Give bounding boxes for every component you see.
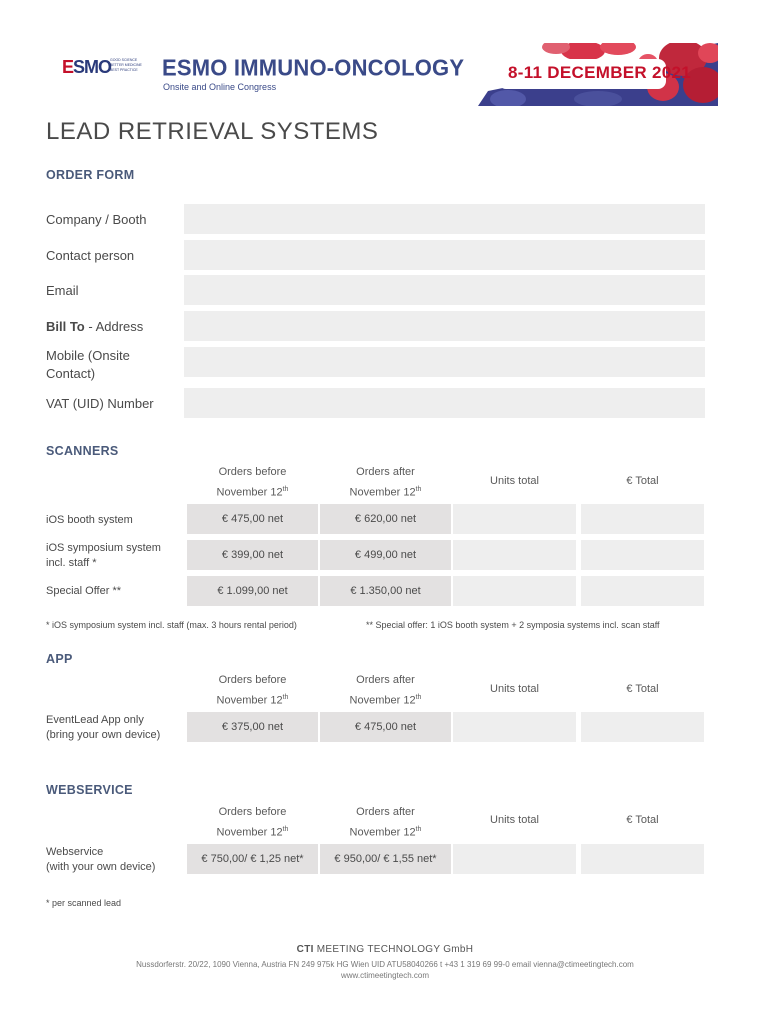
mobile-label-line2: Contact) [46, 366, 96, 381]
special-offer-price-before: € 1.099,00 net [187, 576, 318, 606]
ios-symposium-price-after: € 499,00 net [320, 540, 451, 570]
email-label: Email [46, 283, 79, 298]
contact-person-label: Contact person [46, 248, 135, 263]
special-offer-units-field[interactable] [453, 576, 576, 606]
webservice-label: Webservice (with your own device) [46, 846, 156, 873]
ios-booth-units-field[interactable] [453, 504, 576, 534]
email-field[interactable] [184, 275, 705, 305]
company-booth-label: Company / Booth [46, 212, 147, 227]
scanners-col-units: Units total [490, 475, 539, 487]
bill-to-address-label [46, 318, 143, 336]
webservice-col-units: Units total [490, 814, 539, 826]
special-offer-label: Special Offer ** [46, 585, 122, 597]
mobile-onsite-contact-field[interactable] [184, 347, 705, 377]
bill-to-label-bold: Bill To [46, 319, 85, 334]
webservice-price-before: € 750,00/ € 1,25 net* [187, 844, 318, 874]
vat-number-label: VAT (UID) Number [46, 396, 154, 411]
webservice-heading: WEBSERVICE [46, 783, 133, 797]
app-heading: APP [46, 652, 73, 666]
esmo-logo-tagline: GOOD SCIENCE BETTER MEDICINE BEST PRACTICE [110, 58, 142, 72]
scanners-footnote-1: * iOS symposium system incl. staff (max. 3 hours rental period) [46, 620, 297, 630]
ios-symposium-system-label: iOS symposium system incl. staff * [46, 542, 161, 569]
webservice-col-before: Orders before November 12th [216, 806, 289, 839]
ios-booth-total-field[interactable] [581, 504, 704, 534]
order-form-heading: ORDER FORM [46, 168, 135, 182]
mobile-onsite-contact-label [46, 347, 130, 383]
webservice-col-after: Orders after November 12th [349, 806, 422, 839]
app-col-before: Orders before November 12th [216, 674, 289, 707]
event-date-banner [478, 43, 718, 106]
esmo-logo-mark: ESMO [62, 57, 112, 77]
contact-person-field[interactable] [184, 240, 705, 270]
app-col-total: € Total [626, 683, 659, 695]
mobile-label-line1: Mobile (Onsite [46, 348, 130, 363]
esmo-logo [62, 56, 142, 78]
eventlead-app-label: EventLead App only (bring your own device) [46, 714, 161, 741]
eventlead-app-total-field[interactable] [581, 712, 704, 742]
footer-website: www.ctimeetingtech.com [340, 971, 430, 980]
app-col-after: Orders after November 12th [349, 674, 422, 707]
event-date: 8-11 DECEMBER 2021 [508, 63, 692, 82]
scanners-col-total: € Total [626, 475, 659, 487]
scanners-col-after: Orders after November 12th [349, 466, 422, 499]
company-booth-field[interactable] [184, 204, 705, 234]
event-subtitle: Onsite and Online Congress [163, 82, 277, 92]
app-col-units: Units total [490, 683, 539, 695]
event-title: ESMO IMMUNO-ONCOLOGY [162, 54, 465, 81]
eventlead-app-units-field[interactable] [453, 712, 576, 742]
ios-booth-price-before: € 475,00 net [187, 504, 318, 534]
eventlead-app-price-before: € 375,00 net [187, 712, 318, 742]
vat-number-field[interactable] [184, 388, 705, 418]
ios-symposium-total-field[interactable] [581, 540, 704, 570]
ios-symposium-price-before: € 399,00 net [187, 540, 318, 570]
bill-to-label-rest: - Address [84, 319, 144, 334]
page-title: LEAD RETRIEVAL SYSTEMS [46, 118, 379, 145]
bill-to-address-field[interactable] [184, 311, 705, 341]
webservice-units-field[interactable] [453, 844, 576, 874]
special-offer-price-after: € 1.350,00 net [320, 576, 451, 606]
ios-booth-system-label: iOS booth system [46, 514, 133, 526]
scanners-footnote-2: ** Special offer: 1 iOS booth system + 2 symposia systems incl. scan staff [366, 620, 660, 630]
footer-company-name: CTI MEETING TECHNOLOGY GmbH [296, 944, 474, 955]
special-offer-total-field[interactable] [581, 576, 704, 606]
webservice-total-field[interactable] [581, 844, 704, 874]
webservice-price-after: € 950,00/ € 1,55 net* [320, 844, 451, 874]
eventlead-app-price-after: € 475,00 net [320, 712, 451, 742]
ios-booth-price-after: € 620,00 net [320, 504, 451, 534]
webservice-footnote: * per scanned lead [46, 898, 122, 908]
webservice-col-total: € Total [626, 814, 659, 826]
footer-address: Nussdorferstr. 20/22, 1090 Vienna, Austria FN 249 975k HG Wien UID ATU58040266 t +43 1 319 69 99-0 email vienna@ctimeetingtech.com [136, 960, 634, 969]
scanners-heading: SCANNERS [46, 444, 119, 458]
scanners-col-before: Orders before November 12th [216, 466, 289, 499]
ios-symposium-units-field[interactable] [453, 540, 576, 570]
